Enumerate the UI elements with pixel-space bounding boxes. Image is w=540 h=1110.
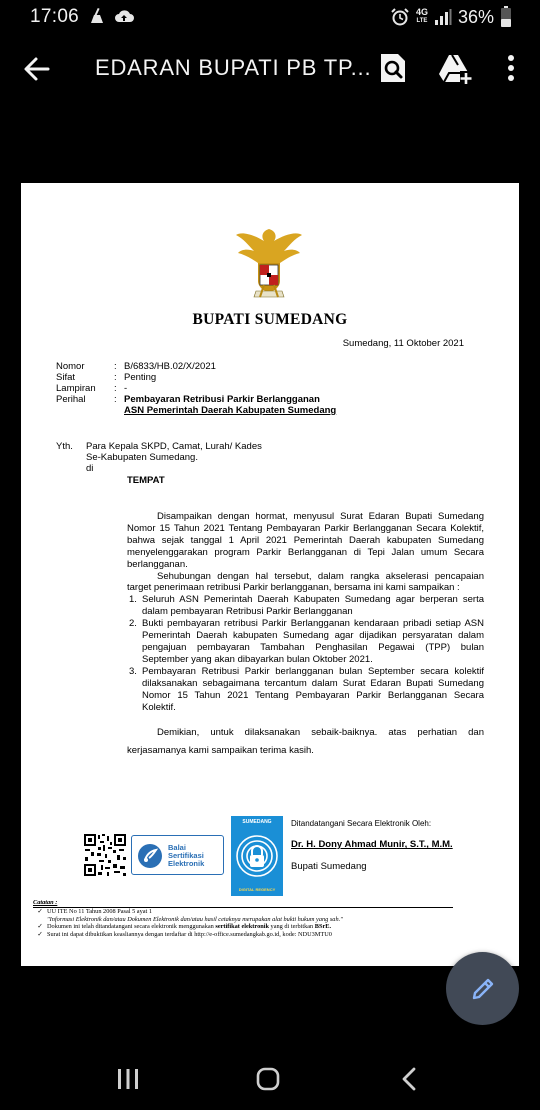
note-item: ✓ Surat ini dapat dibuktikan keasliannya dengan terdaftar di http://e-office.sumedangkab.go.id, kode: NDU3MTU0: [37, 930, 332, 938]
instruction-list: [127, 594, 484, 713]
body-paragraph: Sehubungan dengan hal tersebut, dalam rangka akselerasi pencapaian target penerimaan retribusi Parkir berlangganan, bersama ini kami sampaikan :: [127, 570, 484, 594]
bsre-logo-icon: [137, 843, 163, 869]
meta-row: Lampiran : -: [56, 383, 128, 394]
meta-row: Perihal : Pembayaran Retribusi Parkir Berlangganan ASN Pemerintah Daerah Kabupaten Sumedang: [56, 394, 337, 416]
meta-row: Sifat : Penting: [56, 372, 157, 383]
body-paragraph: Disampaikan dengan hormat, menyusul Surat Edaran Bupati Sumedang Nomor 15 Tahun 2021 Tentang Pembayaran Parkir Berlangganan Secara Kolektif, bahwa sejak tanggal 1 April 2021 Pemerintah Daerah kabupaten Sumedang menyelenggarakan program Parkir Berlangganan di Tepi Jalan umum Secara berlangganan.: [127, 511, 484, 570]
more-vert-icon[interactable]: [500, 51, 522, 85]
document-title: EDARAN BUPATI PB TP...: [95, 55, 372, 80]
signer-title: Bupati Sumedang: [291, 861, 367, 872]
fingerprint-lock-icon: [231, 826, 283, 886]
cloud-upload-icon: [114, 7, 134, 25]
system-nav-bar: [0, 1048, 540, 1110]
signed-by-label: Ditandatangani Secara Elektronik Oleh:: [291, 819, 432, 828]
document-page[interactable]: [21, 183, 519, 966]
meta-row: Nomor : B/6833/HB.02/X/2021: [56, 361, 216, 372]
sumedang-digital-logo: SUMEDANG DIGITAL REGENCY: [231, 816, 283, 896]
addressee-block: Yth. Para Kepala SKPD, Camat, Lurah/ Kades Se-Kabupaten Sumedang. di: [56, 441, 262, 474]
home-icon[interactable]: [256, 1067, 280, 1091]
cleaner-icon: [88, 7, 106, 25]
letter-date: Sumedang, 11 Oktober 2021: [342, 338, 464, 349]
notes-section: [33, 899, 453, 938]
bsre-logo-box: [131, 835, 224, 875]
battery-percent: 36%: [457, 6, 494, 27]
notes-heading: Catatan :: [33, 899, 58, 906]
battery-icon: [500, 6, 512, 28]
list-item: 1. Seluruh ASN Pemerintah Daerah Kabupaten Sumedang agar berperan serta dalam pembayaran Retribusi Parkir Berlangganan: [129, 594, 484, 618]
app-bar: [0, 34, 540, 104]
back-nav-icon[interactable]: [399, 1067, 419, 1091]
pencil-icon: [470, 976, 496, 1002]
status-time: 17:06: [30, 6, 80, 27]
search-document-icon[interactable]: [378, 51, 408, 85]
letter-heading: BUPATI SUMEDANG: [192, 311, 348, 328]
note-item: ✓ Dokumen ini telah ditandatangani secara elektronik menggunakan sertifikat elektronik yang di terbitkan BSrE.: [37, 923, 332, 931]
addressee-place: TEMPAT: [127, 475, 165, 486]
network-type: 4G LTE: [415, 7, 428, 24]
closing-paragraph: Demikian, untuk dilaksanakan sebaik-baiknya. atas perhatian dan kerjasamanya kami sampaikan terima kasih.: [127, 727, 484, 757]
list-item: 2. Bukti pembayaran retribusi Parkir Berlangganan kendaraan pribadi setiap ASN Pemerintah Daerah kabupaten Sumedang agar dijadikan persyaratan dalam pengajuan pembayaran Tambahan Penghasilan Pegawai (TPP) bulan September yang akan dibayarkan bulan Oktober 2021.: [129, 618, 484, 665]
letter-meta: [56, 361, 336, 416]
recent-apps-icon[interactable]: [116, 1068, 140, 1090]
edit-fab-button[interactable]: [446, 952, 519, 1025]
signal-icon: [434, 8, 452, 26]
back-arrow-icon[interactable]: [20, 52, 54, 86]
letter-body: [127, 511, 484, 760]
status-bar: [0, 0, 540, 34]
drive-add-icon[interactable]: [438, 51, 472, 85]
note-quote: "Informasi Elektronik dan/atau Dokumen Elektronik dan/atau hasil cetaknya merupakan alat bukti hukum yang sah.": [47, 915, 343, 923]
bsre-label: Balai Sertifikasi Elektronik: [168, 843, 205, 868]
qr-code: [83, 833, 127, 877]
list-item: 3. Pembayaran Retribusi Parkir berlangganan bulan September secara kolektif dilaksanakan sebagaimana tercantum dalam Surat Edaran Bupati Sumedang Nomor 15 Tahun 2021 Tentang Pembayaran Parkir Berlangganan Secara Kolektif.: [129, 665, 484, 713]
alarm-icon: [390, 7, 410, 27]
note-item: ✓ UU ITE No 11 Tahun 2008 Pasal 5 ayat 1: [37, 908, 153, 916]
signer-name: Dr. H. Dony Ahmad Munir, S.T., M.M.: [291, 839, 453, 850]
garuda-emblem: [234, 221, 304, 301]
